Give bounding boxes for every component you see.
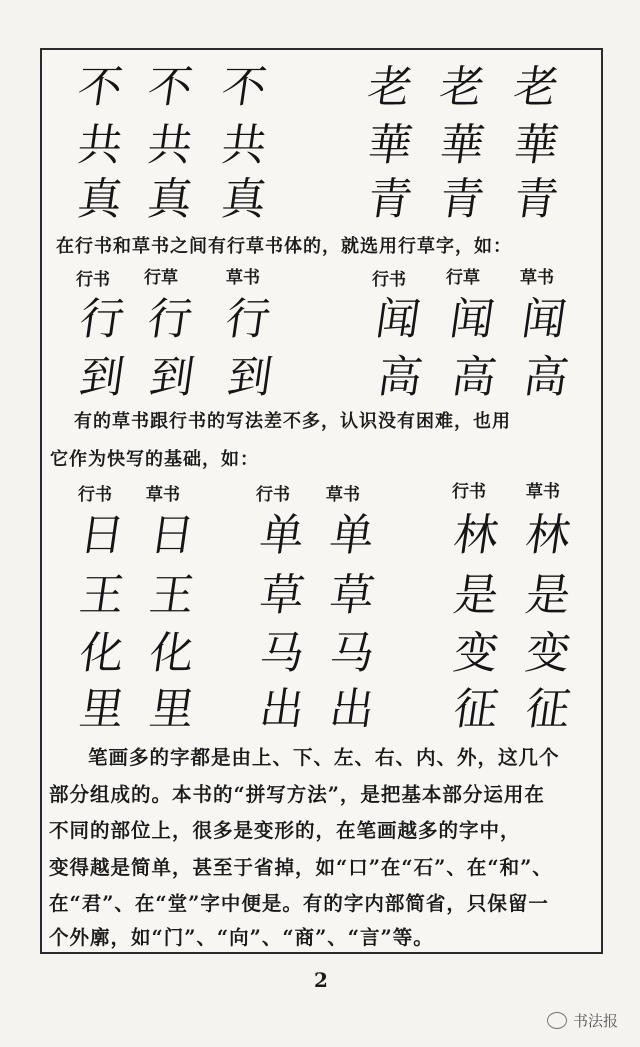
glyph: 化 xyxy=(76,628,128,679)
glyph: 行 xyxy=(144,294,196,345)
glyph: 草 xyxy=(256,570,308,621)
glyph: 行 xyxy=(76,294,128,345)
column-label: 行书 xyxy=(452,482,486,502)
column-label: 行书 xyxy=(78,485,112,505)
column-label: 行书 xyxy=(76,270,110,290)
glyph: 单 xyxy=(256,510,308,561)
glyph: 華 xyxy=(364,120,416,171)
glyph: 真 xyxy=(74,174,126,225)
glyph: 到 xyxy=(146,352,198,403)
glyph: 日 xyxy=(146,510,198,561)
glyph: 王 xyxy=(76,570,128,621)
glyph: 共 xyxy=(144,120,196,171)
glyph: 出 xyxy=(256,684,308,735)
para-line: 部分组成的。本书的“拼写方法”，是把基本部分运用在 xyxy=(49,783,545,806)
glyph: 化 xyxy=(146,628,198,679)
glyph: 老 xyxy=(364,62,416,113)
glyph: 不 xyxy=(74,62,126,113)
glyph: 共 xyxy=(74,120,126,171)
glyph: 真 xyxy=(218,174,270,225)
glyph: 高 xyxy=(374,352,426,403)
column-label: 草书 xyxy=(526,482,560,502)
column-label: 行书 xyxy=(372,270,406,290)
glyph: 马 xyxy=(256,628,308,679)
glyph: 不 xyxy=(218,62,270,113)
para-line: 不同的部位上，很多是变形的，在笔画越多的字中， xyxy=(49,819,521,842)
glyph: 日 xyxy=(76,510,128,561)
para-line: 变得越是简单，甚至于省掉，如“口”在“石”、在“和”、 xyxy=(49,856,553,879)
glyph: 闻 xyxy=(518,294,570,345)
glyph: 是 xyxy=(522,570,574,621)
glyph: 到 xyxy=(224,352,276,403)
glyph: 林 xyxy=(522,510,574,561)
glyph: 单 xyxy=(326,510,378,561)
glyph: 草 xyxy=(326,570,378,621)
column-label: 行书 xyxy=(256,485,290,505)
glyph: 行 xyxy=(222,294,274,345)
column-label: 行草 xyxy=(144,268,178,288)
column-label: 草书 xyxy=(226,268,260,288)
column-label: 草书 xyxy=(146,485,180,505)
para-line: 笔画多的字都是由上、下、左、右、内、外，这几个 xyxy=(88,746,560,769)
para-line: 个外廓，如“门”、“向”、“商”、“言”等。 xyxy=(49,926,434,949)
glyph: 青 xyxy=(364,174,416,225)
glyph: 变 xyxy=(450,628,502,679)
glyph: 青 xyxy=(436,174,488,225)
glyph: 共 xyxy=(218,120,270,171)
glyph: 到 xyxy=(76,352,128,403)
column-label: 草书 xyxy=(520,268,554,288)
page-number: 2 xyxy=(314,968,328,992)
glyph: 老 xyxy=(510,62,562,113)
glyph: 華 xyxy=(510,120,562,171)
glyph: 出 xyxy=(326,684,378,735)
column-label: 草书 xyxy=(326,485,360,505)
wechat-icon xyxy=(547,1012,567,1029)
glyph: 闻 xyxy=(372,294,424,345)
same-line-2: 它作为快写的基础，如： xyxy=(50,449,259,470)
para-line: 在“君”、在“堂”字中便是。有的字内部简省，只保留一 xyxy=(49,892,549,915)
glyph: 高 xyxy=(520,352,572,403)
column-label: 行草 xyxy=(446,268,480,288)
glyph: 变 xyxy=(522,628,574,679)
glyph: 王 xyxy=(146,570,198,621)
glyph: 林 xyxy=(450,510,502,561)
watermark-text: 书法报 xyxy=(572,1012,618,1030)
glyph: 青 xyxy=(510,174,562,225)
glyph: 征 xyxy=(450,684,502,735)
glyph: 高 xyxy=(448,352,500,403)
glyph: 马 xyxy=(326,628,378,679)
glyph: 里 xyxy=(146,684,198,735)
glyph: 真 xyxy=(144,174,196,225)
glyph: 闻 xyxy=(446,294,498,345)
same-line-1: 有的草书跟行书的写法差不多，认识没有困难，也用 xyxy=(74,411,511,432)
glyph: 華 xyxy=(436,120,488,171)
glyph: 不 xyxy=(144,62,196,113)
intro-line: 在行书和草书之间有行草书体的，就选用行草字，如： xyxy=(56,236,512,257)
glyph: 里 xyxy=(76,684,128,735)
glyph: 征 xyxy=(522,684,574,735)
glyph: 老 xyxy=(436,62,488,113)
glyph: 是 xyxy=(450,570,502,621)
watermark xyxy=(547,1010,618,1031)
